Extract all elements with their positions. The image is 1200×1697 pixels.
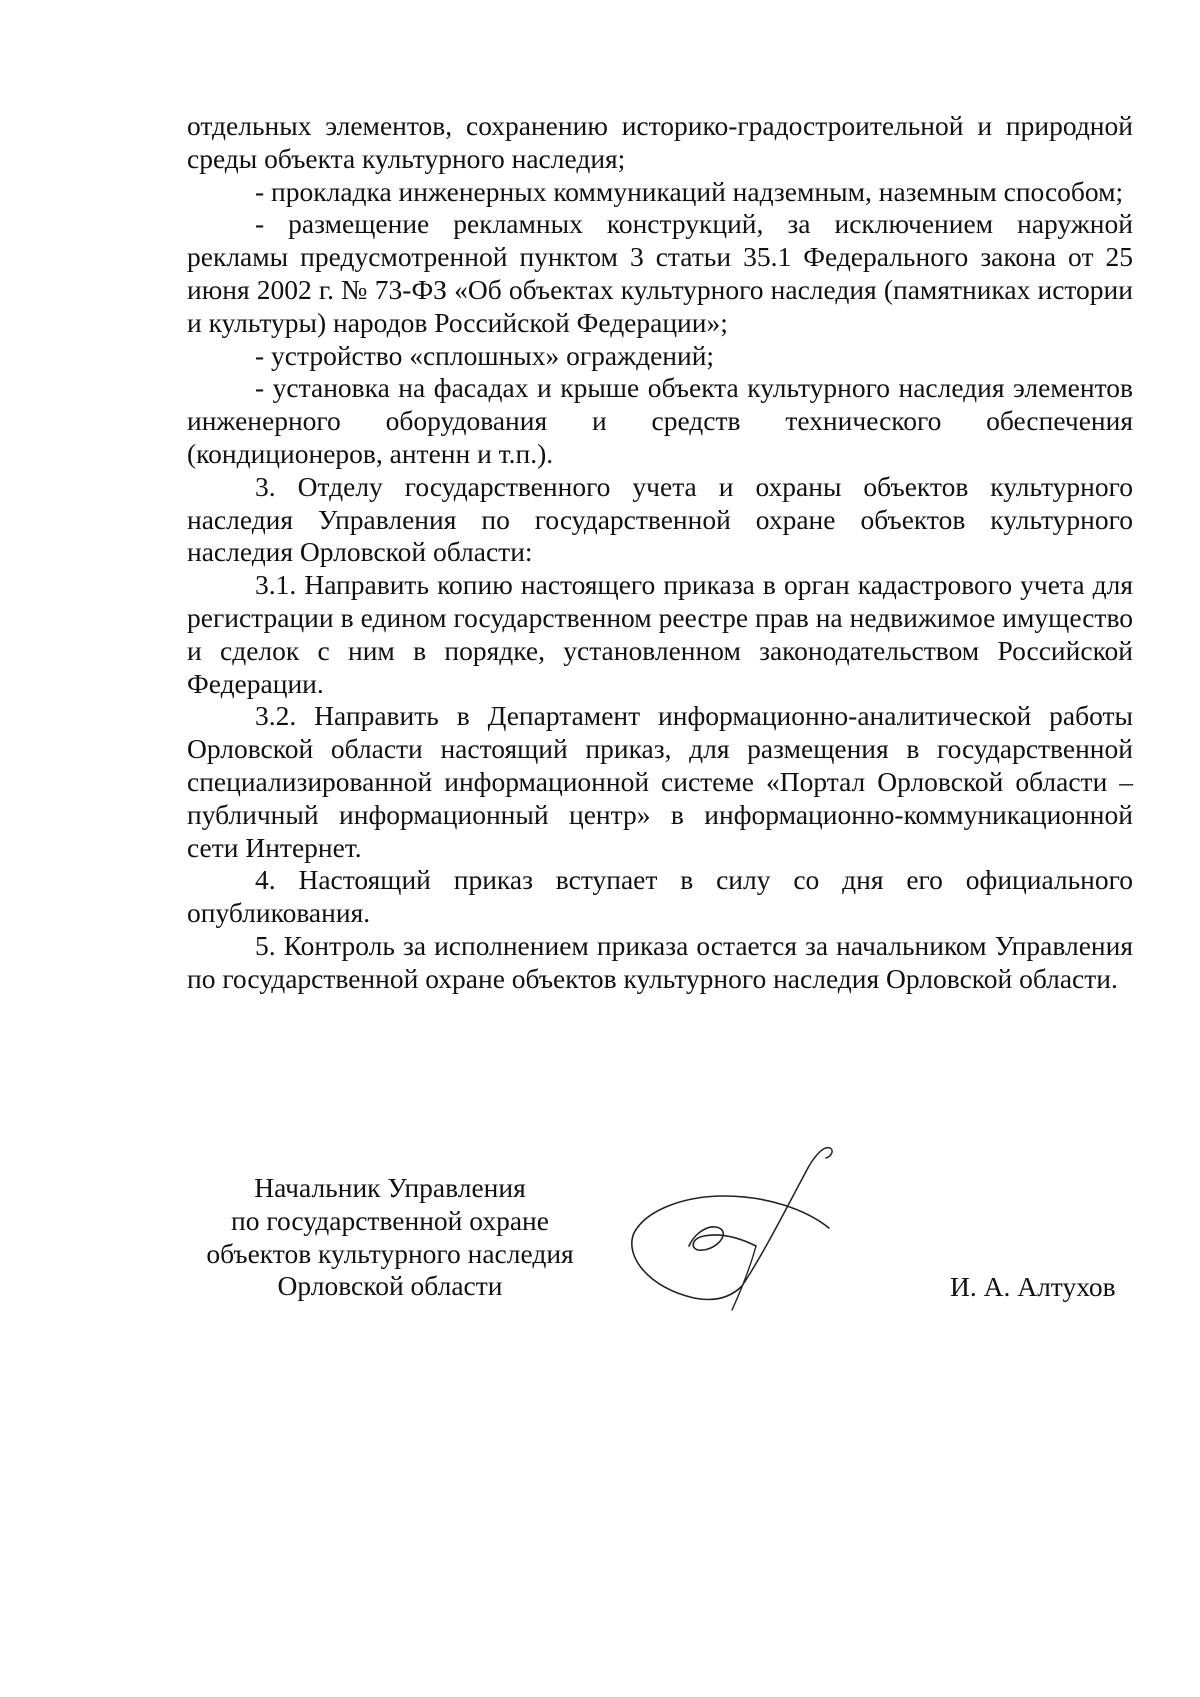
signer-name: И. А. Алтухов bbox=[950, 1271, 1116, 1302]
paragraph-clause-3: 3. Отделу государственного учета и охраны объектов культурного наследия Управления по государственной охране объектов культурного наследия Орловской области: bbox=[187, 470, 1133, 568]
paragraph-item-fences: - устройство «сплошных» ограждений; bbox=[255, 339, 715, 371]
document-body bbox=[187, 110, 1133, 996]
signatory-position-line: Начальник Управления bbox=[254, 1172, 526, 1203]
handwritten-signature bbox=[614, 1138, 884, 1328]
signatory-position bbox=[200, 1172, 580, 1303]
signatory-position-line: по государственной охране bbox=[231, 1204, 549, 1236]
paragraph-clause-4: 4. Настоящий приказ вступает в силу со дня его официального опубликования. bbox=[187, 864, 1133, 929]
paragraph-clause-5: 5. Контроль за исполнением приказа остается за начальником Управления по государственной охране объектов культурного наследия Орловской области. bbox=[187, 929, 1133, 994]
paragraph-item-advertising: - размещение рекламных конструкций, за исключением наружной рекламы предусмотренной пунктом 3 статьи 35.1 Федерального закона от 25 июня 2002 г. № 73-ФЗ «Об объектах культурного наследия (памятниках истории и культуры) народов Российской Федерации»; bbox=[187, 208, 1133, 338]
signatory-position-line: Орловской области bbox=[277, 1270, 503, 1302]
paragraph-clause-3-2: 3.2. Направить в Департамент информационно-аналитической работы Орловской области настоящий приказ, для размещения в государственной специализированной информационной системе «Портал Орловской области – публичный информационный центр» в информационно-коммуникационной сети Интернет. bbox=[187, 700, 1133, 863]
paragraph-item-equipment: - установка на фасадах и крыше объекта культурного наследия элементов инженерного оборудования и средств технического обеспечения (кондиционеров, антенн и т.п.). bbox=[187, 372, 1133, 469]
signatory-position-line: объектов культурного наследия bbox=[206, 1237, 574, 1269]
paragraph-clause-3-1: 3.1. Направить копию настоящего приказа в орган кадастрового учета для регистрации в едином государственном реестре прав на недвижимое имущество и сделок с ним в порядке, установленном законодательством Российской Федерации. bbox=[187, 569, 1133, 699]
paragraph-item-utilities: - прокладка инженерных коммуникаций надземным, наземным способом; bbox=[255, 175, 1124, 207]
paragraph-continuation: отдельных элементов, сохранению историко-градостроительной и природной среды объекта культурного наследия; bbox=[187, 110, 1133, 174]
